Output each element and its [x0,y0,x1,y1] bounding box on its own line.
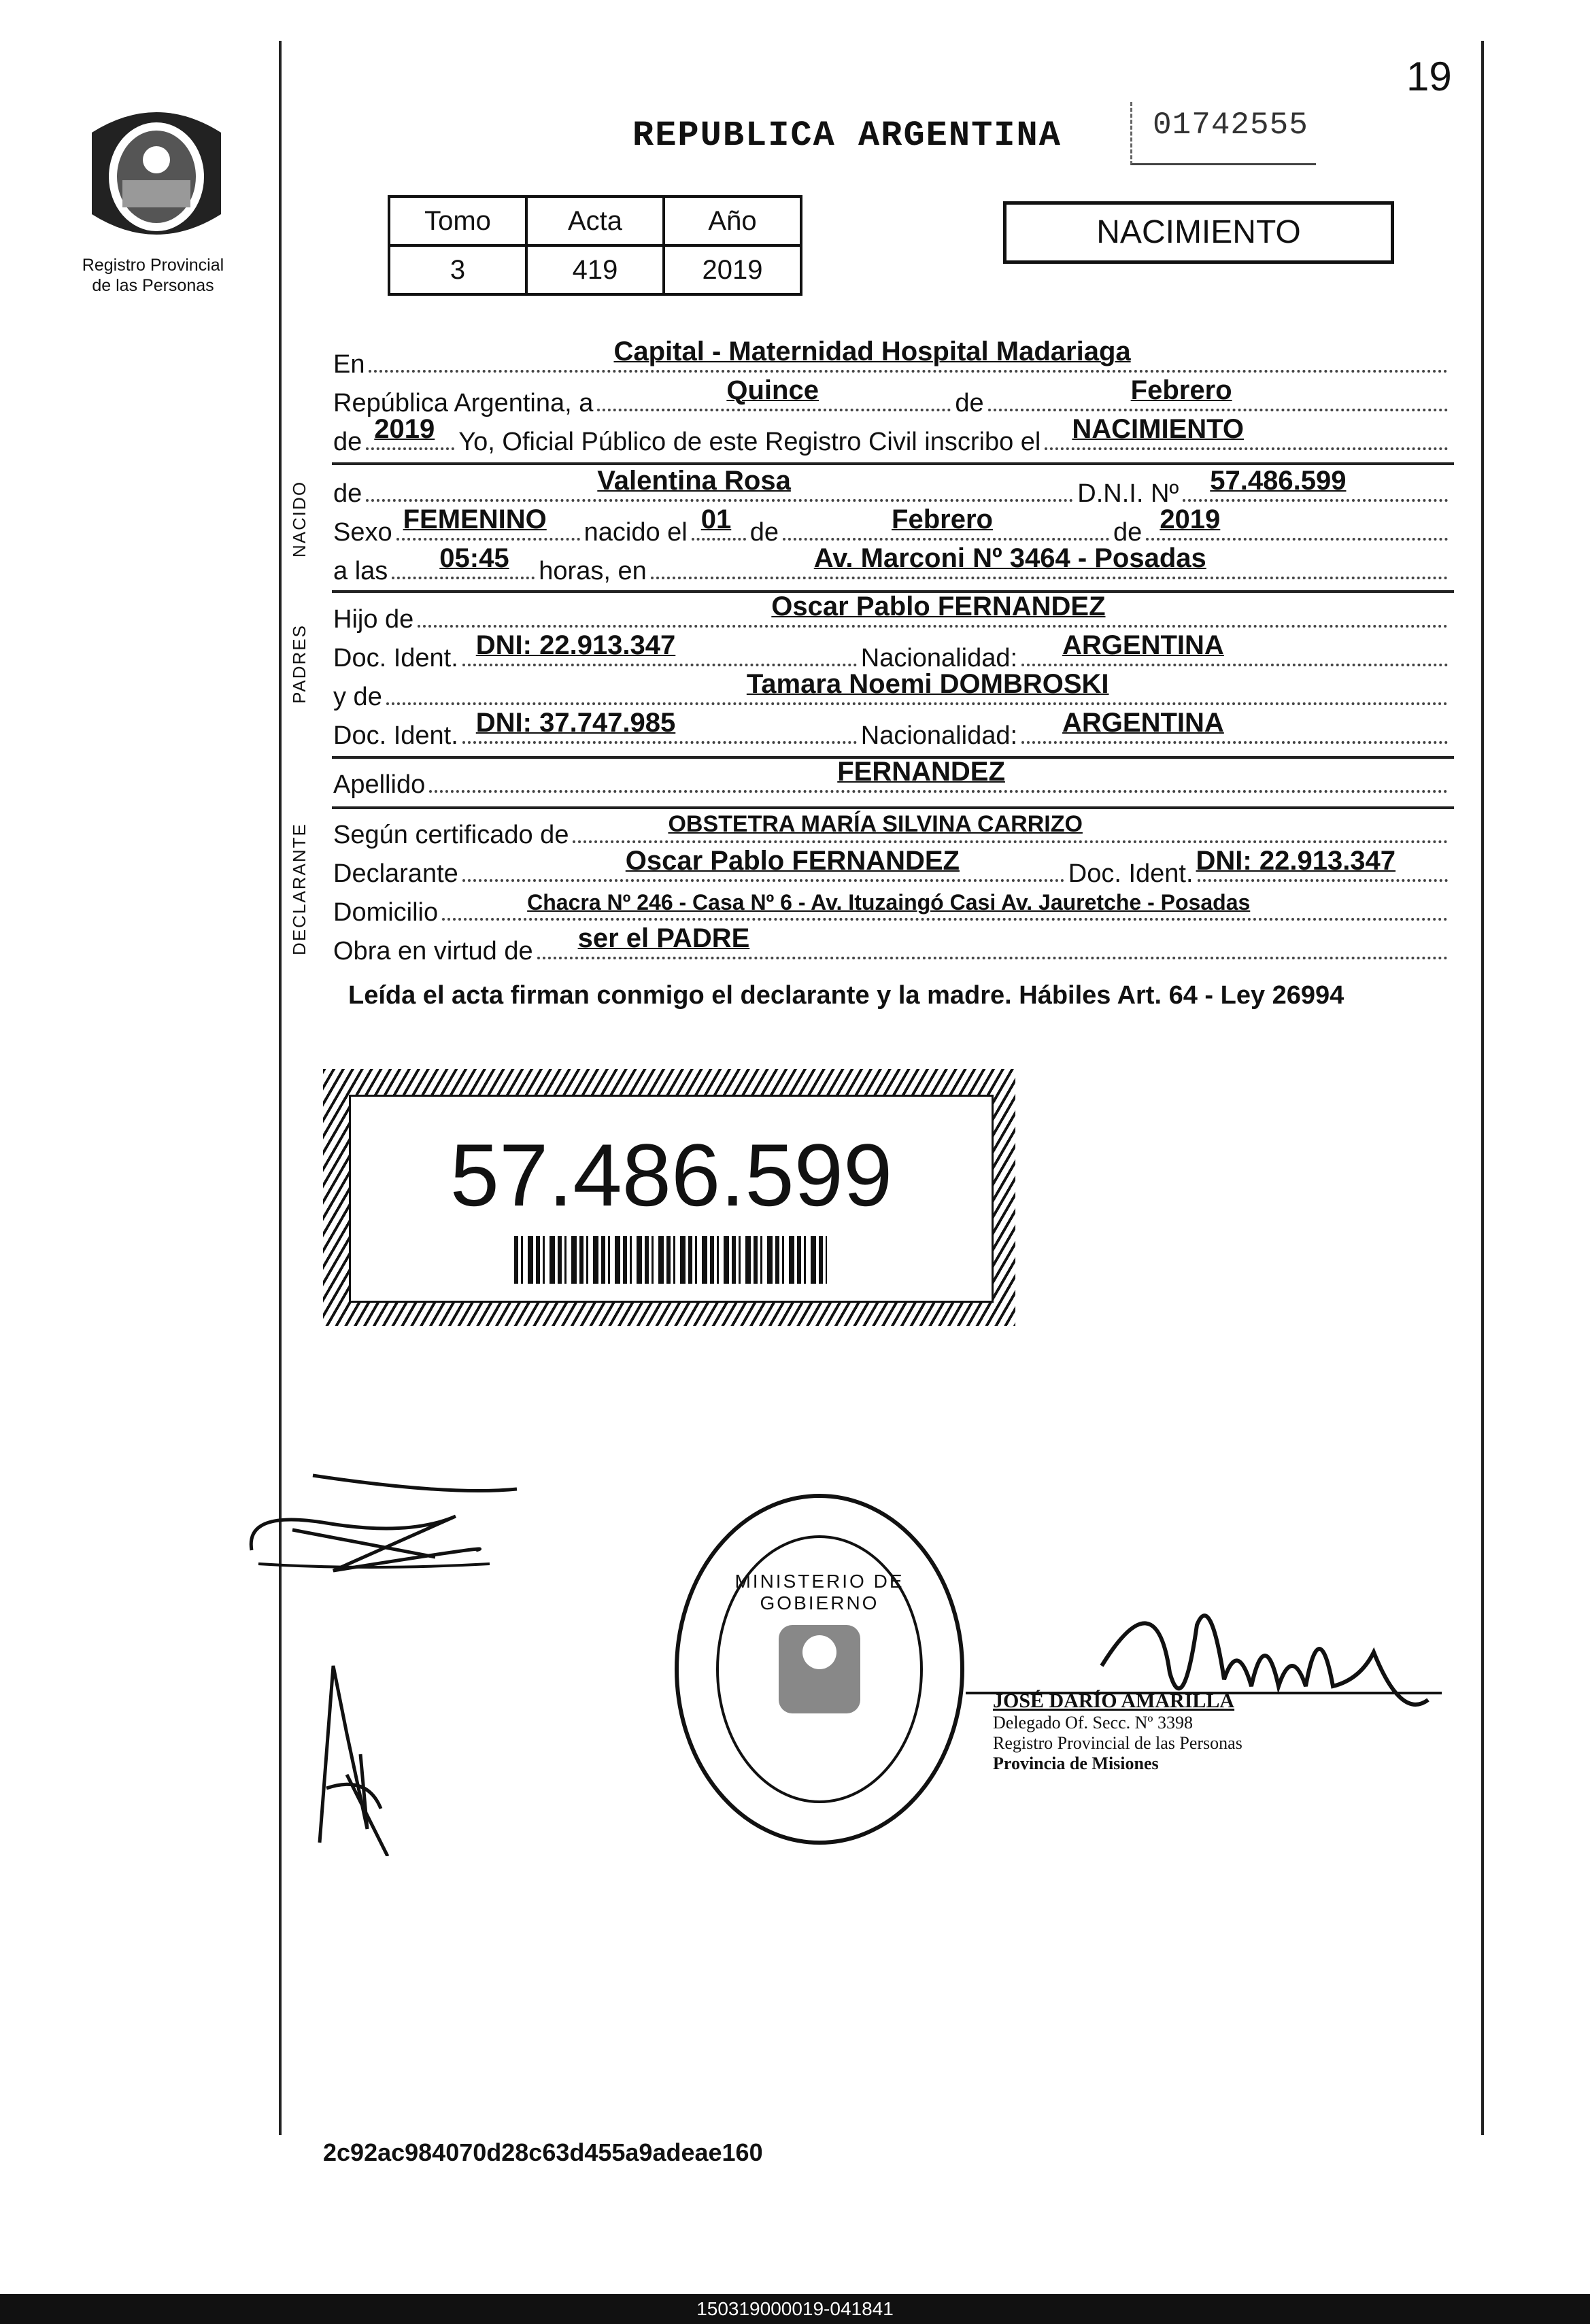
official-title: Delegado Of. Secc. Nº 3398 [993,1713,1193,1732]
serial-number-box [1130,102,1316,165]
document-title: REPUBLICA ARGENTINA [632,116,1062,156]
seal-inner-text: MINISTERIO DE GOBIERNO [734,1571,904,1613]
closing-statement: Leída el acta firman conmigo el declarante y la madre. Hábiles Art. 64 - Ley 26994 [348,981,1344,1010]
section-label-padres: PADRES [289,624,309,704]
declarant-doc-value: DNI: 22.913.347 [1196,846,1396,876]
declarant-signature [231,1469,544,1594]
record-table [388,195,802,296]
official-name: JOSÉ DARÍO AMARILLA [993,1690,1235,1712]
declarant-name-value: Oscar Pablo FERNANDEZ [625,846,960,876]
month-value: Febrero [1130,375,1232,405]
place-value: Capital - Maternidad Hospital Madariaga [613,337,1131,366]
sex-value: FEMENINO [403,505,547,534]
day-value: Quince [726,375,819,405]
table-cell-anio: 2019 [664,245,801,294]
record-type-box: NACIMIENTO [1003,201,1394,264]
section-divider [332,462,1454,465]
row-declarante: Declarante Oscar Pablo FERNANDEZ Doc. Ident. DNI: 22.913.347 [333,849,1452,889]
official-stamp-text [993,1690,1374,1774]
serial-number: 01742555 [1153,107,1308,143]
id-stamp-number: 57.486.599 [450,1125,893,1225]
birth-place-value: Av. Marconi Nº 3464 - Posadas [813,543,1206,573]
reason-value: ser el PADRE [577,923,750,953]
row-fecha: República Argentina, a Quince de Febrero [333,379,1452,418]
mother-name-value: Tamara Noemi DOMBROSKI [746,669,1109,699]
birth-time-value: 05:45 [439,543,509,573]
father-doc-value: DNI: 22.913.347 [475,630,676,660]
row-padre-doc: Doc. Ident. DNI: 22.913.347 Nacionalidad: ARGENTINA [333,634,1452,673]
row-apellido: Apellido FERNANDEZ [333,760,1452,800]
page-number: 19 [1406,54,1452,99]
row-nacido-hora: a las 05:45 horas, en Av. Marconi Nº 3464 - Posadas [333,547,1452,586]
official-registry: Registro Provincial de las Personas [993,1733,1242,1753]
table-cell-tomo: 3 [389,245,526,294]
section-label-nacido: NACIDO [289,480,309,558]
surname-value: FERNANDEZ [837,757,1005,787]
left-margin-line [279,41,282,2135]
inscribo-value: NACIMIENTO [1072,414,1244,444]
section-divider [332,806,1454,809]
row-inscribo: de 2019 Yo, Oficial Público de este Registro Civil inscribo el NACIMIENTO [333,417,1452,457]
row-padre: Hijo de Oscar Pablo FERNANDEZ [333,595,1452,634]
mother-signature [306,1652,415,1860]
row-madre-doc: Doc. Ident. DNI: 37.747.985 Nacionalidad: ARGENTINA [333,711,1452,751]
document-hash: 2c92ac984070d28c63d455a9adeae160 [323,2138,763,2166]
child-dni-value: 57.486.599 [1210,466,1347,496]
birth-day-value: 01 [700,505,732,534]
table-header-acta: Acta [526,196,664,245]
table-cell-acta: 419 [526,245,664,294]
row-domicilio: Domicilio Chacra Nº 246 - Casa Nº 6 - Av. Ituzaingó Casi Av. Jauretche - Posadas [333,888,1452,927]
row-nacido-sexo: Sexo FEMENINO nacido el 01 de Febrero de 2019 [333,508,1452,547]
id-number-stamp [323,1069,1015,1326]
table-header-anio: Año [664,196,801,245]
birth-month-value: Febrero [892,505,993,534]
address-value: Chacra Nº 246 - Casa Nº 6 - Av. Ituzaingó Casi Av. Jauretche - Posadas [527,890,1251,915]
mother-doc-value: DNI: 37.747.985 [475,708,676,738]
row-madre: y de Tamara Noemi DOMBROSKI [333,672,1452,712]
certificate-value: OBSTETRA MARÍA SILVINA CARRIZO [668,811,1083,837]
province-logo [78,92,235,255]
table-header-tomo: Tomo [389,196,526,245]
row-en: En Capital - Maternidad Hospital Madariaga [333,340,1452,379]
father-name-value: Oscar Pablo FERNANDEZ [771,592,1106,621]
official-province: Provincia de Misiones [993,1754,1159,1773]
section-label-declarante: DECLARANTE [289,823,309,955]
registry-label: Registro Provincial de las Personas [82,256,224,295]
right-margin-line [1481,41,1484,2135]
official-seal [670,1489,969,1849]
mother-nationality-value: ARGENTINA [1062,708,1224,738]
row-nacido-nombre: de Valentina Rosa D.N.I. Nº 57.486.599 [333,469,1452,509]
child-name-value: Valentina Rosa [597,466,791,496]
row-certificado: Según certificado de OBSTETRA MARÍA SILVINA CARRIZO [333,810,1452,850]
footer-code-bar: 150319000019-041841 [0,2294,1590,2324]
id-stamp-barcode [514,1236,827,1284]
year-value: 2019 [374,414,435,444]
birth-year-value: 2019 [1160,505,1221,534]
father-nationality-value: ARGENTINA [1062,630,1224,660]
row-obra: Obra en virtud de ser el PADRE [333,927,1452,966]
